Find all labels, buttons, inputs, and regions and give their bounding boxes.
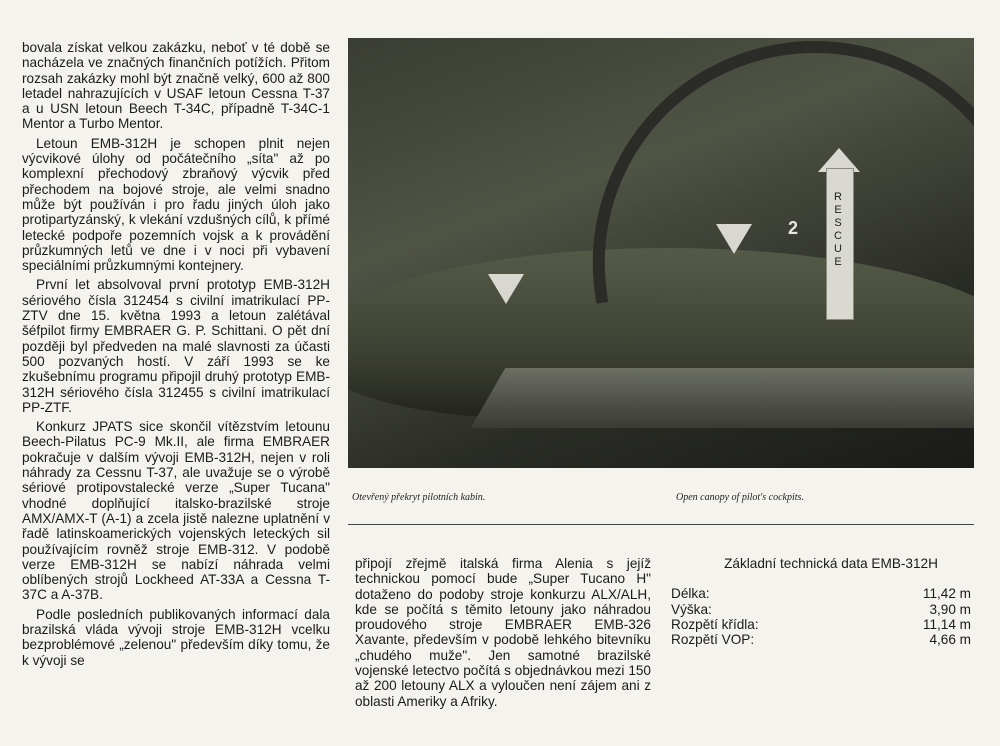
paragraph-5: Podle posledních publikovaných informací dala brazilská vláda vývoji stroje EMB-312H vcelku bezproblémové „zelenou" především díky tomu, že k vývoji se <box>22 606 330 668</box>
caption-czech: Otevřený překryt pilotních kabin. <box>352 492 486 503</box>
caption-english: Open canopy of pilot's cockpits. <box>676 492 804 503</box>
spec-label: Délka: <box>671 586 710 602</box>
spec-value: 4,66 m <box>929 632 971 648</box>
paragraph-middle: připojí zřejmě italská firma Alenia s jejíž technickou pomocí bude „Super Tucano H" dotaženo do podoby stroje konkurzu ALX/ALH, kde se počítá s těmito letouny jako náhradou proudového stroje EMBRAER EMB-326 Xavante, především v podobě lehkého bitevníku „chudého muže". Jen samotné brazilské vojenské letectvo počítá s objednávkou mezi 150 až 200 letouny ALX a vyloučen není zájem ani z oblasti Ameriky a Afriky. <box>355 556 651 709</box>
spec-label: Výška: <box>671 601 712 617</box>
left-text-column <box>22 40 330 668</box>
middle-text-column <box>355 556 651 709</box>
spec-title: Základní technická data EMB-312H <box>724 556 938 571</box>
spec-label: Rozpětí křídla: <box>671 616 759 632</box>
spec-row <box>671 586 971 601</box>
marking-triangle-2 <box>716 224 752 254</box>
divider-line <box>348 524 974 525</box>
wing-shape <box>471 368 974 428</box>
canopy-frame <box>564 38 974 304</box>
paragraph-2: Letoun EMB-312H je schopen plnit nejen výcvikové úlohy od počátečního „síta" až po komplexní přechodový zbraňový výcvik před přechodem na bojové stroje, ale velmi snadno může být používán i pro řadu jiných úloh jako protipartyzánský, k vlekání vzdušných cílů, k přímé letecké podpoře pozemních vojsk a k provádění průzkumných letů ve dne i v noci při vybavení speciálními průzkumnými kontejnery. <box>22 135 330 274</box>
aircraft-cockpit-photo <box>348 38 974 468</box>
rescue-marking <box>826 168 854 320</box>
marking-number: 2 <box>788 218 799 238</box>
paragraph-4: Konkurz JPATS sice skončil vítězstvím letounu Beech-Pilatus PC-9 Mk.II, ale firma EMBRAER pokračuje v dalším vývoji EMB-312H, nejen v roli náhrady za Cessnu T-37, ale uvažuje se o výrobě sériové protipovstalecké verze „Super Tucana" vhodné doplňující italsko-brazilské stroje AMX/AMX-T (A-1) a zcela jistě nalezne uplatnění v řadě latinskoamerických vojenských leteckých sil používajícím rovněž stroje EMB-312. V podobě verze EMB-312H se nabízí náhrada velmi oblíbených strojů Lockheed AT-33A a Cessna T-37C a A-37B. <box>22 419 330 603</box>
spec-value: 3,90 m <box>929 601 971 617</box>
rescue-label: RESCUE <box>832 191 844 269</box>
spec-value: 11,14 m <box>922 616 971 632</box>
spec-value: 11,42 m <box>922 586 971 602</box>
spec-row <box>671 632 971 647</box>
paragraph-3: První let absolvoval první prototyp EMB-312H sériového čísla 312454 s civilní imatrikulací PP-ZTV dne 15. května 1993 a letoun zalétával šéfpilot firmy EMBRAER G. P. Schittani. O pět dní později byl předveden na malé slavnosti za účasti 500 pozvaných hostí. V září 1993 se ke zkušebnímu programu připojil druhý prototyp EMB-312H sériového čísla 312455 s civilní imatrikulací PP-ZTF. <box>22 277 330 415</box>
spec-row <box>671 602 971 617</box>
spec-label: Rozpětí VOP: <box>671 632 755 648</box>
marking-triangle-1 <box>488 274 524 304</box>
spec-box <box>671 556 971 647</box>
paragraph-1: bovala získat velkou zakázku, neboť v té době se nacházela ve značných finančních potížích. Přitom rozsah zakázky mohl být značně velký, 600 až 800 letadel nahrazujících v USAF letoun Cessna T-37 a u USN letoun Beech T-34C, případně T-34C-1 Mentor a Turbo Mentor. <box>22 40 330 132</box>
spec-row <box>671 617 971 632</box>
